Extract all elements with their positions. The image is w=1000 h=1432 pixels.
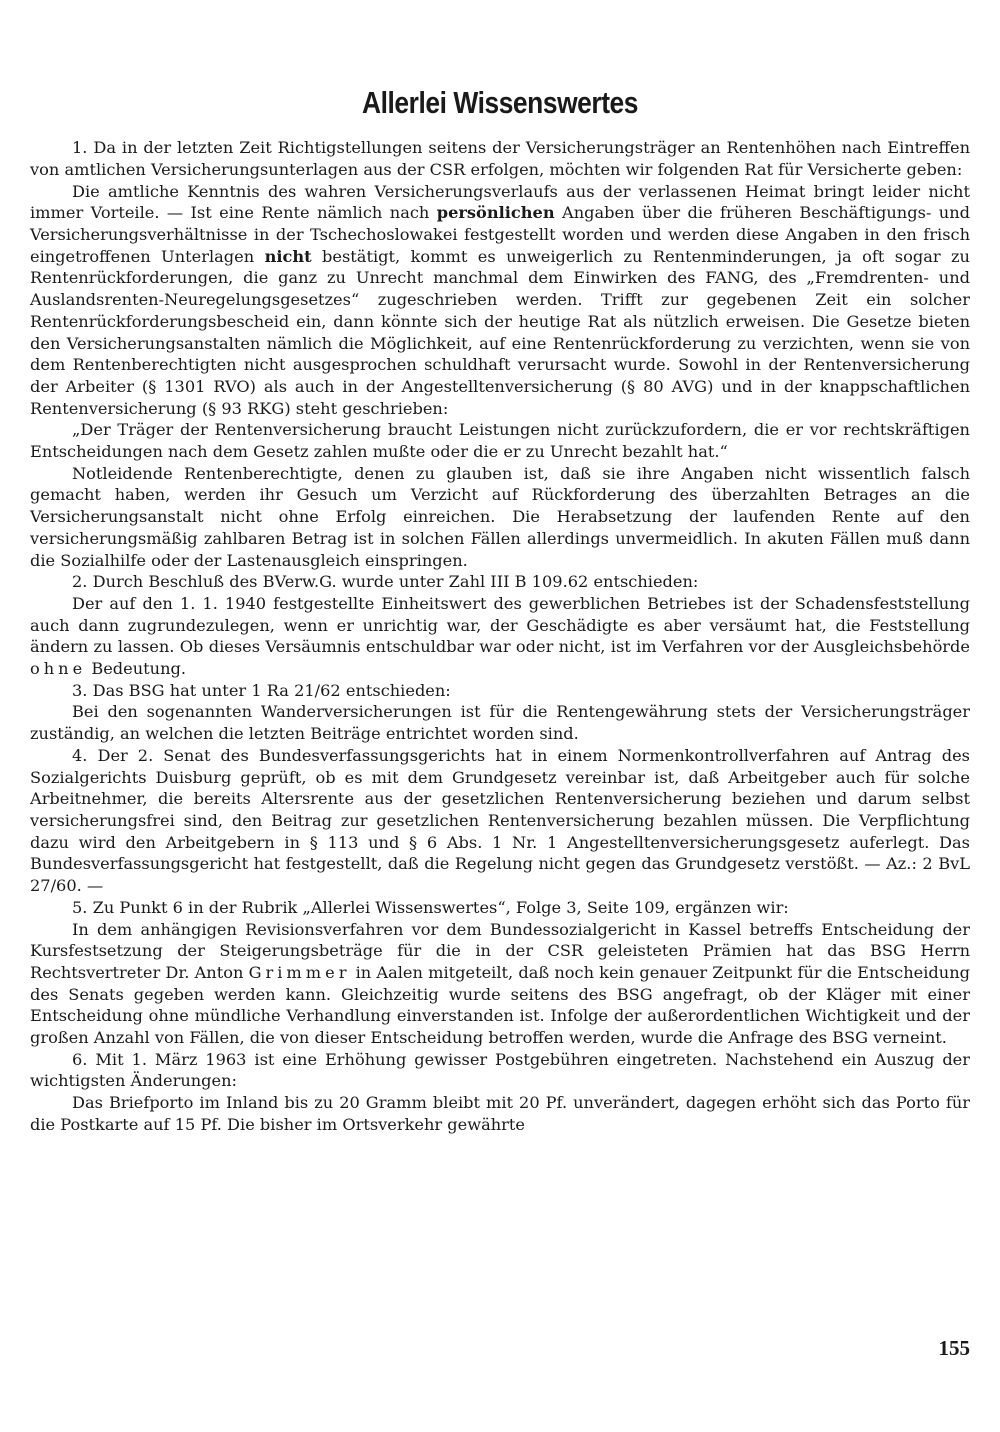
paragraph-13: Das Briefporto im Inland bis zu 20 Gramm bleibt mit 20 Pf. unverändert, dagegen erhöht sich das Porto für die Postkarte auf 15 Pf. Die bisher im Ortsverkehr gewährte bbox=[30, 1093, 970, 1134]
paragraph-4: Notleidende Rentenberechtigte, denen zu glauben ist, daß sie ihre Angaben nicht wissentlich falsch gemacht haben, werden ihr Gesuch um Verzicht auf Rückforderung des überzahlten Betrages an die Versicherungsanstalt nicht ohne Erfolg einreichen. Die Herabsetzung der laufenden Rente auf den versicherungsmäßig zahlbaren Betrag ist in solchen Fällen allerdings unvermeidlich. In akuten Fällen muß dann die Sozialhilfe oder der Lastenausgleich einspringen. bbox=[30, 463, 970, 570]
emphasis-persoenlichen: persönlichen bbox=[436, 203, 555, 223]
paragraph-2-part-e: bestätigt, kommt es unweigerlich zu Rentenminderungen, ja oft sogar zu Rentenrückforderungen, die ganz zu Unrecht manchmal dem Einwirken des FANG, des „Fremdrenten- und Auslandsrenten-Neuregelungsgesetzes“ zugeschrieben werden. Trifft zur gegebenen Zeit ein solcher Rentenrückforderungsbescheid ein, dann könnte sich der heutige Rat als nützlich erweisen. Die Gesetze bieten den Versicherungsanstalten nämlich die Möglichkeit, auf eine Rentenrückforderung zu verzichten, wenn sie von dem Rentenberechtigten nicht ausgesprochen schuldhaft verursacht wurde. Sowohl in der Rentenversicherung der Arbeiter (§ 1301 RVO) als auch in der Angestelltenversicherung (§ 80 AVG) und in der knappschaftlichen Rentenversicherung (§ 93 RKG) steht geschrieben: bbox=[30, 246, 970, 418]
spaced-ohne: ohne bbox=[30, 659, 87, 679]
paragraph-11-part-a: In dem anhängigen Revisionsverfahren vor dem Bundessozialgericht in Kassel betreffs Entscheidung der Kursfestsetzung der Steigerungsbeträge für die in der CSR geleisteten Prämien hat das BSG Herrn Rechtsvertreter Dr. Anton bbox=[30, 919, 970, 982]
paragraph-7: 3. Das BSG hat unter 1 Ra 21/62 entschieden: bbox=[72, 680, 451, 700]
paragraph-12: 6. Mit 1. März 1963 ist eine Erhöhung gewisser Postgebühren eingetreten. Nachstehend ein Auszug der wichtigsten Änderungen: bbox=[30, 1049, 970, 1091]
paragraph-5: 2. Durch Beschluß des BVerw.G. wurde unter Zahl III B 109.62 entschieden: bbox=[72, 572, 699, 592]
paragraph-11 bbox=[30, 919, 970, 1049]
quote-paragraph: „Der Träger der Rentenversicherung braucht Leistungen nicht zurückzufordern, die er vor rechtskräftigen Entscheidungen nach dem Gesetz zahlen mußte oder die er zu Unrecht bezahlt hat.“ bbox=[30, 420, 970, 462]
paragraph-9: 4. Der 2. Senat des Bundesverfassungsgerichts hat in einem Normenkontrollverfahren auf Antrag des Sozialgerichts Duisburg geprüft, ob es mit dem Grundgesetz vereinbar ist, daß Arbeitgeber auch für solche Arbeitnehmer, die bereits Altersrente aus der gesetzlichen Rentenversicherung beziehen und darum selbst versicherungsfrei sind, den Beitrag zur gesetzlichen Rentenversicherung bezahlen müssen. Die Verpflichtung dazu wird den Arbeitgebern in § 113 und § 6 Abs. 1 Nr. 1 Angestelltenversicherungsgesetz auferlegt. Das Bundesverfassungsgericht hat festgestellt, daß die Regelung nicht gegen das Grundgesetz verstößt. — Az.: 2 BvL 27/60. — bbox=[30, 745, 970, 896]
paragraph-10: 5. Zu Punkt 6 in der Rubrik „Allerlei Wissenswertes“, Folge 3, Seite 109, ergänzen wir: bbox=[72, 897, 789, 917]
paragraph-2-part-c: Angaben über die früheren Beschäftigungs- und Versicherungsverhältnisse in der Tschechoslowakei festgestellt worden und werden diese Angaben in den frisch eingetroffenen Unterlagen bbox=[30, 203, 970, 266]
paragraph-2 bbox=[30, 181, 970, 420]
article-body bbox=[30, 137, 970, 1135]
emphasis-nicht: nicht bbox=[264, 246, 312, 266]
paragraph-1: 1. Da in der letzten Zeit Richtigstellungen seitens der Versicherungsträger an Rentenhöhen nach Eintreffen von amtlichen Versicherungsunterlagen aus der CSR erfolgen, möchten wir folgenden Rat für Versicherte geben: bbox=[30, 138, 970, 179]
paragraph-6 bbox=[30, 593, 970, 680]
spaced-grimmer: Grimmer bbox=[248, 962, 351, 982]
paragraph-6-part-a: Der auf den 1. 1. 1940 festgestellte Einheitswert des gewerblichen Betriebes ist der Schadensfeststellung auch dann zugrundezulegen, wenn er unrichtig war, der Geschädigte es aber versäumt hat, die Feststellung ändern zu lassen. Ob dieses Versäumnis entschuldbar war oder nicht, ist im Verfahren vor der Ausgleichsbehörde bbox=[30, 593, 970, 657]
paragraph-11-part-c: in Aalen mitgeteilt, daß noch kein genauer Zeitpunkt für die Entscheidung des Senats gegeben werden kann. Gleichzeitig wurde seitens des BSG angefragt, ob der Kläger mit einer Entscheidung ohne mündliche Verhandlung einverstanden ist. Infolge der außerordentlichen Wichtigkeit und der großen Anzahl von Fällen, die von dieser Entscheidung betroffen werden, wurde die Anfrage des BSG verneint. bbox=[30, 962, 970, 1048]
paragraph-2-part-a: Die amtliche Kenntnis des wahren Versicherungsverlaufs aus der verlassenen Heimat bringt leider nicht immer Vorteile. — Ist eine Rente nämlich nach bbox=[30, 181, 970, 223]
page-content bbox=[30, 84, 970, 1136]
page-number: 155 bbox=[938, 1336, 970, 1360]
page-title: Allerlei Wissenswertes bbox=[361, 85, 639, 120]
paragraph-8: Bei den sogenannten Wanderversicherungen ist für die Rentengewährung stets der Versicherungsträger zuständig, an welchen die letzten Beiträge entrichtet worden sind. bbox=[30, 702, 970, 744]
paragraph-6-part-c: Bedeutung. bbox=[86, 659, 187, 679]
